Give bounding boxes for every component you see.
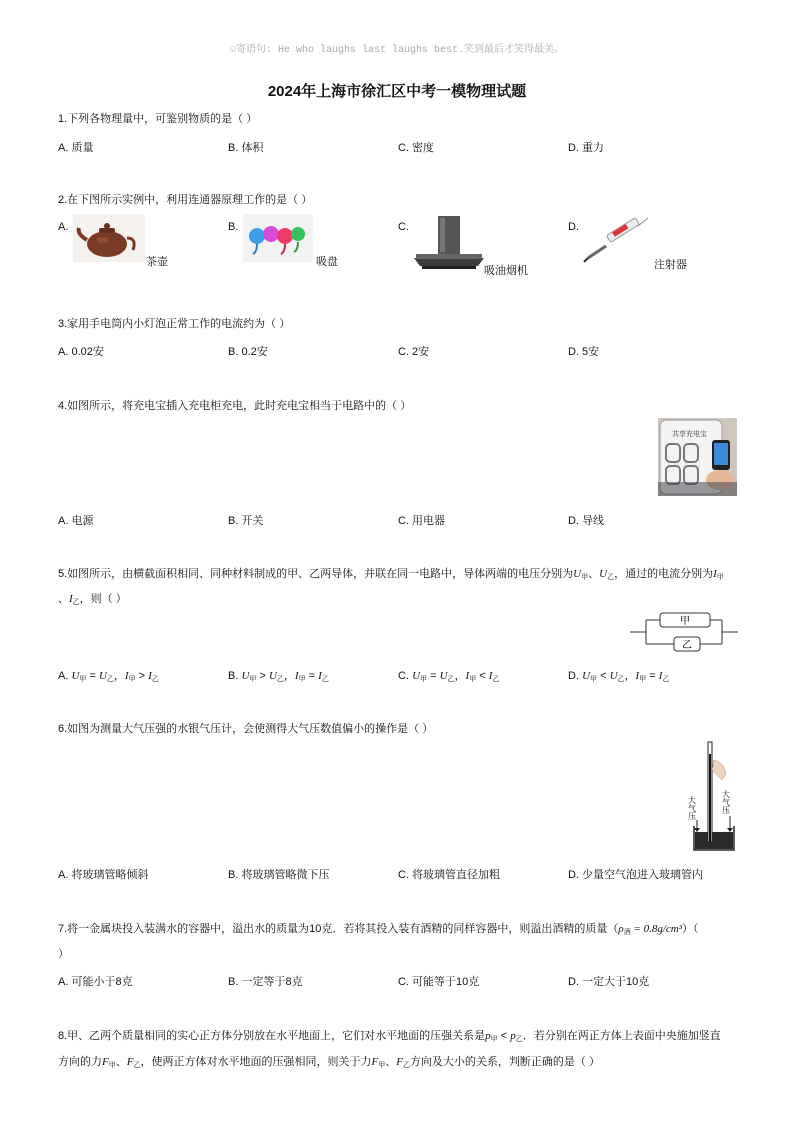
label-jia: 甲 (680, 616, 690, 627)
rho-alcohol: $\rho_酒 = 0.8g/cm^3$ (618, 923, 683, 936)
q1-option-b: B. 体积 (228, 142, 264, 154)
q7-option-b: B. 一定等于8克 (228, 976, 303, 988)
q2-caption-a: 茶壶 (146, 256, 168, 268)
q6-option-c: C. 将玻璃管直径加粗 (398, 869, 501, 881)
q7-option-c: C. 可能等于10克 (398, 976, 480, 988)
q5-option-c: C. $U_甲 = U_乙$，$I_甲 < I_乙$ (398, 670, 500, 683)
q6-option-d: D. 少量空气泡进入玻璃管内 (568, 869, 704, 881)
q3-option-d: D. 5安 (568, 346, 600, 358)
teapot-image (73, 214, 145, 262)
question-2-stem: 2.在下图所示实例中，利用连通器原理工作的是（ ） (58, 194, 313, 206)
q4-option-c: C. 用电器 (398, 515, 446, 527)
question-7-stem: 7.将一金属块投入装满水的容器中，溢出水的质量为10克．若将其投入装有酒精的同样容器中，则溢出酒精的质量$(\rho_酒 = 0.8g/cm^3)$（ (58, 923, 699, 936)
cabinet-label: 共享充电宝 (672, 430, 707, 438)
q2-option-d: D. (568, 221, 579, 233)
page-title: 2024年上海市徐汇区中考一模物理试题 (267, 83, 527, 100)
var-u-yi: $U_乙$ (599, 568, 615, 581)
q7-option-d: D. 一定大于10克 (568, 976, 650, 988)
q4-option-a: A. 电源 (58, 515, 94, 527)
q1-option-c: C. 密度 (398, 142, 435, 154)
q3-option-a: A. 0.02安 (58, 346, 104, 358)
atm-label-left: 大气压 (688, 796, 697, 820)
parallel-circuit-diagram (630, 608, 738, 654)
q1-option-a: A. 质量 (58, 142, 94, 154)
q5-option-d: D. $U_甲 < U_乙$，$I_甲 = I_乙$ (568, 670, 670, 683)
suction-cup-image (243, 214, 313, 262)
question-8-stem-line2: 方向的力$F_甲$、$F_乙$，使两正方体对水平地面的压强相同，则关于力$F_甲$、$F_乙$方向及大小的关系，判断正确的是（ ） (58, 1056, 600, 1069)
var-u-jia: $U_甲$ (573, 568, 589, 581)
q2-option-c: C. (398, 221, 409, 233)
q4-option-b: B. 开关 (228, 515, 264, 527)
question-5-stem: 5.如图所示，由横截面积相同、同种材料制成的甲、乙两导体，并联在同一电路中，导体两端的电压分别为$U_甲$、$U_乙$，通过的电流分别为$I_甲$ (58, 568, 724, 581)
barometer-diagram (688, 740, 740, 852)
q2-option-b: B. (228, 221, 239, 233)
question-5-stem-line2: 、$I_乙$，则（ ） (58, 593, 127, 606)
q6-option-a: A. 将玻璃管略倾斜 (58, 869, 149, 881)
q5-option-b: B. $U_甲 > U_乙$，$I_甲 = I_乙$ (228, 670, 329, 683)
q5-option-a: A. $U_甲 = U_乙$，$I_甲 > I_乙$ (58, 670, 159, 683)
q2-option-a: A. (58, 221, 69, 233)
var-i-jia: $I_甲$ (713, 568, 724, 581)
q2-caption-b: 吸盘 (316, 256, 338, 268)
question-1-stem: 1.下列各物理量中，可鉴别物质的是（ ） (58, 113, 258, 125)
label-yi: 乙 (682, 640, 692, 651)
q1-option-d: D. 重力 (568, 142, 605, 154)
question-3-stem: 3.家用手电筒内小灯泡正常工作的电流约为（ ） (58, 318, 291, 330)
question-8-stem-line1: 8.甲、乙两个质量相同的实心正方体分别放在水平地面上，它们对水平地面的压强关系是$p_甲 < p_乙$．若分别在两正方体上表面中央施加竖直 (58, 1030, 721, 1043)
question-6-stem: 6.如图为测量大气压强的水银气压计，会使测得大气压数值偏小的操作是（ ） (58, 723, 434, 735)
q2-caption-c: 吸油烟机 (484, 265, 528, 277)
atm-label-right: 大气压 (721, 790, 731, 814)
q6-option-b: B. 将玻璃管略微下压 (228, 869, 330, 881)
question-7-stem-line2: ） (58, 948, 69, 960)
question-4-stem: 4.如图所示，将充电宝插入充电柜充电，此时充电宝相当于电路中的（ ） (58, 400, 412, 412)
header-motto: ☺寄语句: He who laughs last laughs best.笑到最后才笑得最美。 (229, 45, 565, 56)
q3-option-c: C. 2安 (398, 346, 430, 358)
q7-option-a: A. 可能小于8克 (58, 976, 133, 988)
charging-cabinet-image (658, 418, 737, 496)
q4-option-d: D. 导线 (568, 515, 605, 527)
syringe-image (582, 212, 654, 268)
q3-option-b: B. 0.2安 (228, 346, 268, 358)
q2-caption-d: 注射器 (654, 259, 687, 271)
range-hood-image (412, 214, 484, 272)
